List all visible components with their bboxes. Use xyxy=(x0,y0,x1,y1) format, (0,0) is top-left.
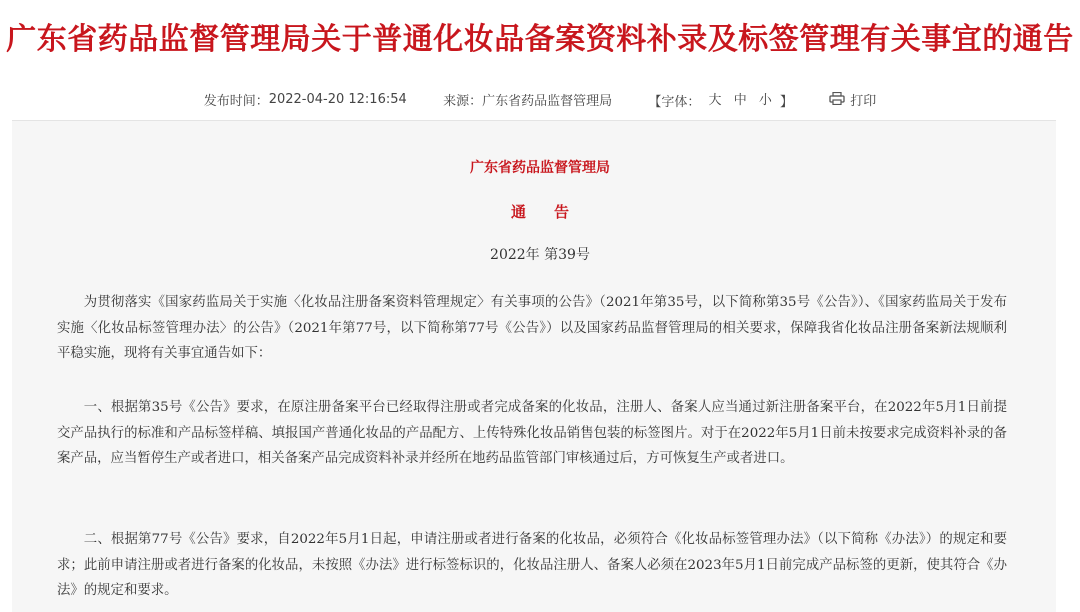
font-size-switcher xyxy=(648,89,793,110)
article-meta xyxy=(0,89,1080,110)
printer-icon xyxy=(829,92,845,105)
publish-label: 发布时间： xyxy=(203,94,269,109)
font-size-close: 】 xyxy=(780,95,794,110)
page-title: 广东省药品监督管理局关于普通化妆品备案资料补录及标签管理有关事宜的通告 xyxy=(6,22,1074,57)
notice-heading xyxy=(0,201,1080,222)
source-name: 广东省药品监督管理局 xyxy=(482,94,613,109)
font-size-medium-link[interactable]: 中 xyxy=(733,93,747,108)
print-label: 打印 xyxy=(850,94,877,109)
paragraph-item-1: 一、根据第35号《公告》要求，在原注册备案平台已经取得注册或者完成备案的化妆品，注册人、备案人应当通过新注册备案平台，在2022年5月1日前提交产品执行的标准和产品标签样稿、填报国产普通化妆品的产品配方、上传特殊化妆品销售包装的标签图片。对于在2022年5月1日前未按要求完成资料补录的备案产品，应当暂停生产或者进口，相关备案产品完成资料补录并经所在地药品监管部门审核通过后，方可恢复生产或者进口。 xyxy=(57,400,1007,466)
publish-time: 2022-04-20 12:16:54 xyxy=(268,92,407,107)
font-size-label: 【字体： xyxy=(648,95,701,110)
font-size-large-link[interactable]: 大 xyxy=(708,93,722,108)
paragraph-item-2: 二、根据第77号《公告》要求，自2022年5月1日起，申请注册或者进行备案的化妆品，必须符合《化妆品标签管理办法》（以下简称《办法》）的规定和要求；此前申请注册或者进行备案的化妆品，未按照《办法》进行标签标识的，化妆品注册人、备案人必须在2023年5月1日前完成产品标签的更新，使其符合《办法》的规定和要求。 xyxy=(57,532,1007,598)
notice-char-2: 告 xyxy=(554,203,570,221)
paragraph-intro: 为贯彻落实《国家药监局关于实施〈化妆品注册备案资料管理规定〉有关事项的公告》（2021年第35号，以下简称第35号《公告》）、《国家药监局关于发布实施〈化妆品标签管理办法〉的公告》（2021年第77号，以下简称第77号《公告》）以及国家药品监督管理局的相关要求，保障我省化妆品注册备案新法规顺利平稳实施，现将有关事宜通告如下： xyxy=(57,295,1007,361)
print-button[interactable] xyxy=(829,90,876,109)
font-size-small-link[interactable]: 小 xyxy=(758,93,772,108)
source-label: 来源： xyxy=(443,94,483,109)
document-number: 2022年 第39号 xyxy=(490,247,590,263)
issuer-heading: 广东省药品监督管理局 xyxy=(470,160,610,176)
notice-char-1: 通 xyxy=(510,203,526,221)
